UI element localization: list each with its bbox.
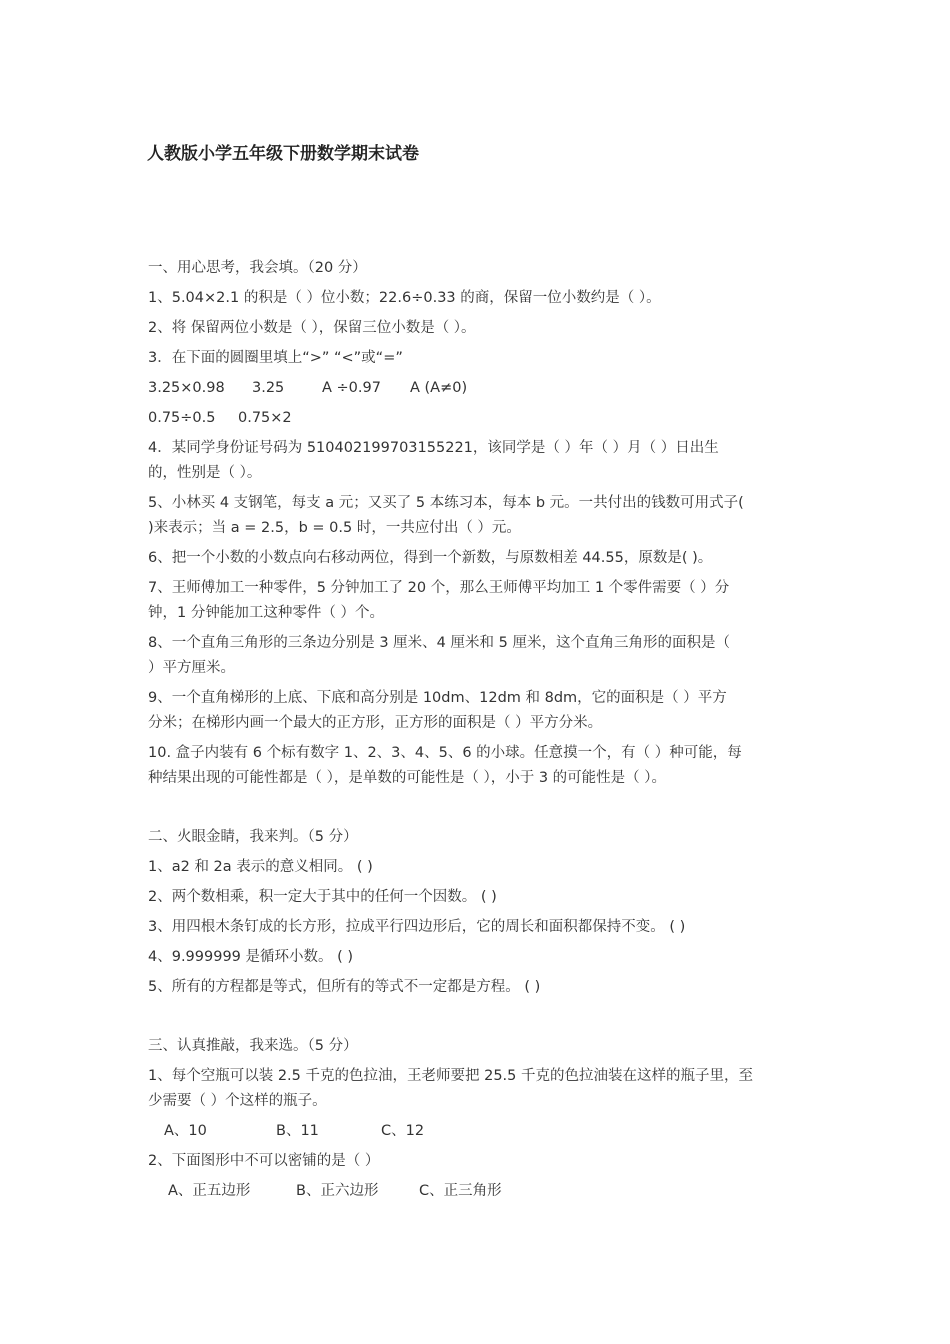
section-spacer <box>148 796 803 825</box>
option-a: A、10 <box>164 1123 207 1139</box>
section-spacer <box>148 1005 803 1034</box>
question-1-10 <box>148 741 803 791</box>
section1-heading: 一、用心思考，我会填。（20 分） <box>148 260 367 276</box>
option-b: B、正六边形 <box>296 1183 379 1199</box>
compare-item: 0.75×2 <box>238 410 292 426</box>
question-line: 10. 盒子内装有 6 个标有数字 1、2、3、4、5、6 的小球。任意摸一个，有（ ）种可能，每 <box>148 745 742 761</box>
question-line: 8、一个直角三角形的三条边分别是 3 厘米、4 厘米和 5 厘米，这个直角三角形的面积是（ <box>148 635 730 651</box>
question-1-6: 6、把一个小数的小数点向右移动两位，得到一个新数，与原数相差 44.55，原数是( )。 <box>148 550 713 566</box>
option-c: C、正三角形 <box>419 1183 502 1199</box>
question-line: )来表示；当 a = 2.5，b = 0.5 时，一共应付出（ ）元。 <box>148 520 521 536</box>
question-1-4 <box>148 436 803 486</box>
question-line: 7、王师傅加工一种零件，5 分钟加工了 20 个，那么王师傅平均加工 1 个零件需要（ ）分 <box>148 580 730 596</box>
question-1-7 <box>148 576 803 626</box>
compare-item: A ÷0.97 <box>322 380 381 396</box>
option-c: C、12 <box>381 1123 425 1139</box>
question-1-9 <box>148 686 803 736</box>
choice-question-1 <box>148 1064 803 1114</box>
option-a: A、正五边形 <box>168 1183 251 1199</box>
choice-1-options <box>148 1119 803 1149</box>
judge-item-1: 1、a2 和 2a 表示的意义相同。 ( ) <box>148 859 373 875</box>
section2-heading: 二、火眼金睛，我来判。（5 分） <box>148 829 358 845</box>
question-line: 种结果出现的可能性都是（ ），是单数的可能性是（ ），小于 3 的可能性是（ ）。 <box>148 770 667 786</box>
question-line: 的，性别是（ ）。 <box>148 465 262 481</box>
question-line: 1、每个空瓶可以装 2.5 千克的色拉油，王老师要把 25.5 千克的色拉油装在这样的瓶子里，至 <box>148 1068 754 1084</box>
judge-item-5: 5、所有的方程都是等式，但所有的等式不一定都是方程。 ( ) <box>148 979 541 995</box>
judge-item-3: 3、用四根木条钉成的长方形，拉成平行四边形后，它的周长和面积都保持不变。 ( ) <box>148 919 686 935</box>
question-1-3: 3．在下面的圆圈里填上“>” “<”或“=” <box>148 350 403 366</box>
section3-heading: 三、认真推敲，我来选。（5 分） <box>148 1038 358 1054</box>
judge-item-4: 4、9.999999 是循环小数。 ( ) <box>148 949 354 965</box>
question-1-1: 1、5.04×2.1 的积是（ ）位小数；22.6÷0.33 的商，保留一位小数约是（ ）。 <box>148 290 661 306</box>
question-line: ）平方厘米。 <box>148 660 235 676</box>
question-1-5 <box>148 491 803 541</box>
question-1-3-row1 <box>148 376 803 406</box>
exam-content <box>148 256 803 1209</box>
question-1-2: 2、将 保留两位小数是（ ），保留三位小数是（ ）。 <box>148 320 476 336</box>
compare-item: 3.25×0.98 <box>148 380 225 396</box>
question-line: 5、小林买 4 支钢笔，每支 a 元；又买了 5 本练习本，每本 b 元。一共付出的钱数可用式子( <box>148 495 744 511</box>
question-1-3-row2 <box>148 406 803 436</box>
question-1-8 <box>148 631 803 681</box>
judge-item-2: 2、两个数相乘，积一定大于其中的任何一个因数。 ( ) <box>148 889 497 905</box>
question-line: 少需要（ ）个这样的瓶子。 <box>148 1093 327 1109</box>
compare-item: 0.75÷0.5 <box>148 410 216 426</box>
question-line: 9、一个直角梯形的上底、下底和高分别是 10dm、12dm 和 8dm，它的面积是（ ）平方 <box>148 690 727 706</box>
compare-item: A (A≠0) <box>410 380 468 396</box>
compare-item: 3.25 <box>252 380 285 396</box>
choice-question-2: 2、下面图形中不可以密铺的是（ ） <box>148 1153 380 1169</box>
option-b: B、11 <box>276 1123 319 1139</box>
question-line: 钟，1 分钟能加工这种零件（ ）个。 <box>148 605 384 621</box>
question-line: 分米；在梯形内画一个最大的正方形，正方形的面积是（ ）平方分米。 <box>148 715 603 731</box>
choice-2-options <box>148 1179 803 1209</box>
page-title: 人教版小学五年级下册数学期末试卷 <box>147 144 419 164</box>
question-line: 4．某同学身份证号码为 510402199703155221，该同学是（ ）年（ ）月（ ）日出生 <box>148 440 719 456</box>
